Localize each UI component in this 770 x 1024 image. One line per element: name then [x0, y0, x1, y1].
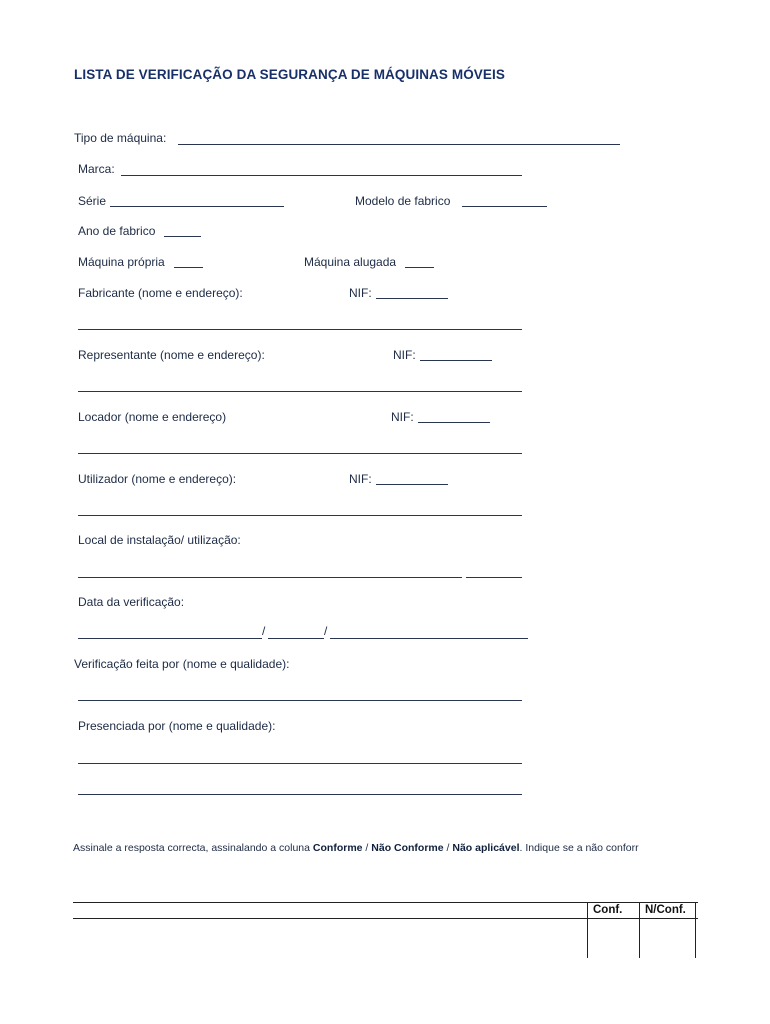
label-locador: Locador (nome e endereço): [78, 410, 227, 424]
input-line-local-1[interactable]: [78, 577, 462, 578]
input-line-data-ano[interactable]: [330, 638, 528, 639]
table-header-nconf: N/Conf.: [645, 904, 686, 916]
instruction-nao-conforme: Não Conforme: [371, 842, 444, 854]
instruction-before: Assinale a resposta correcta, assinalando a coluna: [73, 842, 310, 854]
input-line-verificacao-feita-por[interactable]: [78, 700, 522, 701]
date-separator: /: [324, 624, 328, 638]
label-tipo-maquina: Tipo de máquina:: [74, 131, 167, 145]
input-line-marca[interactable]: [121, 175, 522, 176]
input-line-presenciada-2[interactable]: [78, 794, 522, 795]
table-top-border: [73, 902, 698, 903]
instruction-sep: /: [446, 842, 450, 854]
input-line-ano-fabrico[interactable]: [164, 236, 201, 237]
input-line-tipo-maquina[interactable]: [178, 144, 620, 145]
input-line-utilizador[interactable]: [78, 515, 522, 516]
input-line-nif-fabricante[interactable]: [376, 298, 448, 299]
table-cell-conf[interactable]: [588, 919, 639, 958]
input-line-local-2[interactable]: [466, 577, 522, 578]
input-line-nif-locador[interactable]: [418, 422, 490, 423]
input-line-data-dia[interactable]: [78, 638, 262, 639]
label-verificacao-feita-por: Verificação feita por (nome e qualidade):: [74, 657, 290, 671]
input-line-maquina-alugada[interactable]: [405, 267, 434, 268]
label-presenciada-por: Presenciada por (nome e qualidade):: [78, 719, 276, 733]
label-modelo: Modelo de fabrico: [355, 194, 451, 208]
label-ano-fabrico: Ano de fabrico: [78, 224, 156, 238]
label-utilizador: Utilizador (nome e endereço):: [78, 472, 237, 486]
input-line-data-mes[interactable]: [268, 638, 324, 639]
label-nif-locador: NIF:: [391, 410, 414, 424]
label-nif-representante: NIF:: [393, 348, 416, 362]
instruction-text: [73, 842, 639, 855]
date-separator: /: [262, 624, 266, 638]
page-title: LISTA DE VERIFICAÇÃO DA SEGURANÇA DE MÁQUINAS MÓVEIS: [74, 67, 505, 82]
instruction-conforme: Conforme: [312, 842, 363, 854]
label-fabricante: Fabricante (nome e endereço):: [78, 286, 243, 300]
label-maquina-alugada: Máquina alugada: [304, 255, 397, 269]
input-line-maquina-propria[interactable]: [174, 267, 203, 268]
input-line-nif-representante[interactable]: [420, 360, 492, 361]
label-local-instalacao: Local de instalação/ utilização:: [78, 533, 241, 547]
table-cell-nconf[interactable]: [640, 919, 695, 958]
input-line-serie[interactable]: [110, 206, 284, 207]
input-line-fabricante[interactable]: [78, 329, 522, 330]
label-maquina-propria: Máquina própria: [78, 255, 165, 269]
label-marca: Marca:: [78, 162, 115, 176]
input-line-presenciada-1[interactable]: [78, 763, 522, 764]
label-nif-utilizador: NIF:: [349, 472, 372, 486]
input-line-locador[interactable]: [78, 453, 522, 454]
instruction-nao-aplicavel: Não aplicável: [452, 842, 520, 854]
input-line-representante[interactable]: [78, 391, 522, 392]
input-line-nif-utilizador[interactable]: [376, 484, 448, 485]
label-serie: Série: [78, 194, 107, 208]
instruction-after: . Indique se a não conforr: [519, 842, 639, 854]
label-data-verificacao: Data da verificação:: [78, 595, 185, 609]
table-header-conf: Conf.: [593, 904, 623, 916]
label-nif-fabricante: NIF:: [349, 286, 372, 300]
table-column-divider: [695, 902, 696, 958]
instruction-sep: /: [365, 842, 369, 854]
input-line-modelo[interactable]: [462, 206, 547, 207]
label-representante: Representante (nome e endereço):: [78, 348, 265, 362]
